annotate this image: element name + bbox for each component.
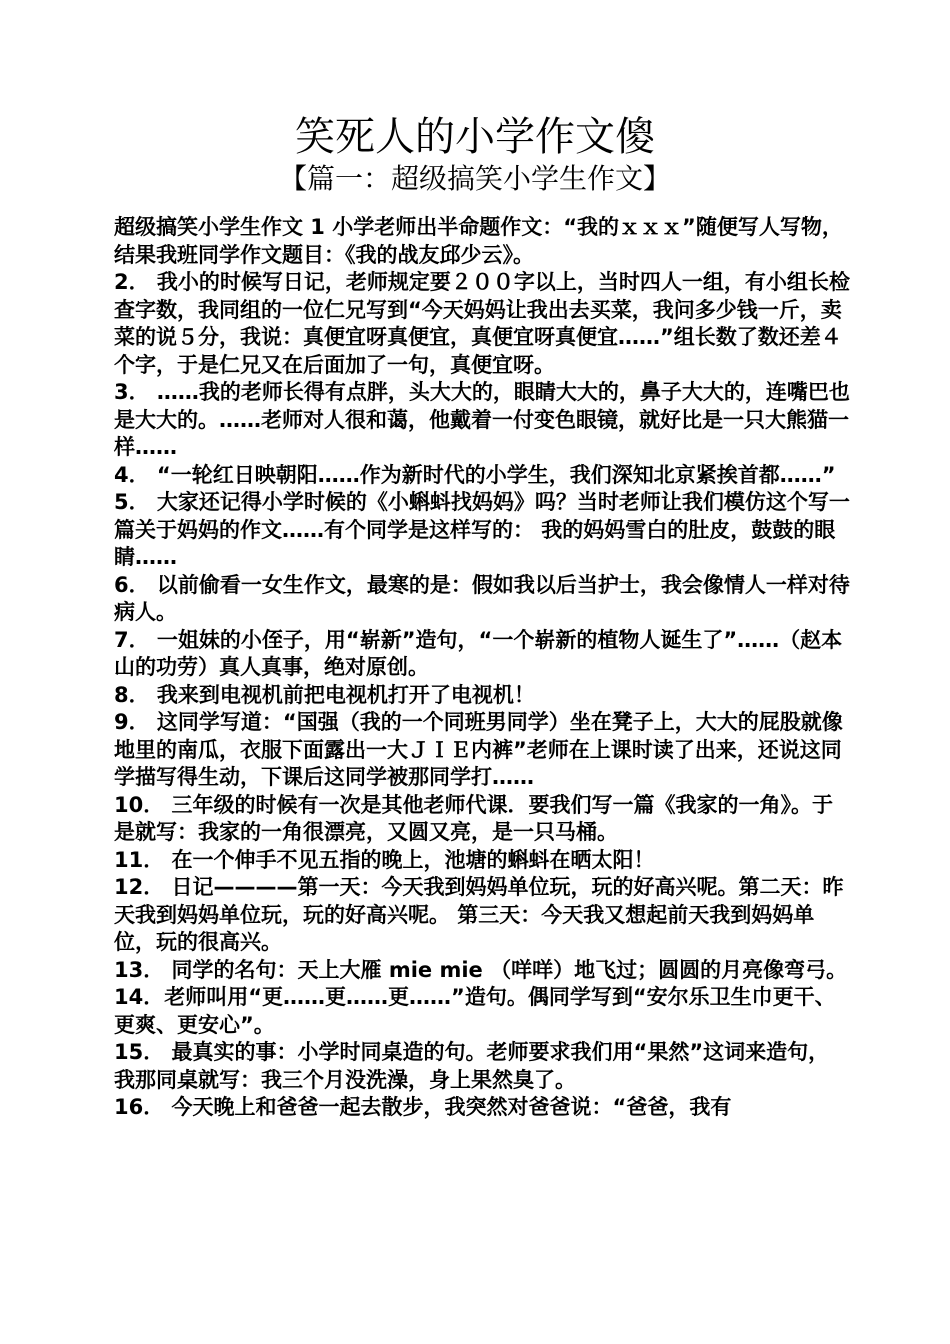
paragraph: 3． ……我的老师长得有点胖，头大大的，眼睛大大的，鼻子大大的，连嘴巴也是大大的。……老师对人很和蔼，他戴着一付变色眼镜，就好比是一只大熊猫一样…… — [114, 380, 850, 459]
document-title: 笑死人的小学作文傻 — [295, 114, 655, 160]
paragraph: 11． 在一个伸手不见五指的晚上，池塘的蝌蚪在晒太阳！ — [114, 847, 655, 872]
paragraph: 16． 今天晚上和爸爸一起去散步，我突然对爸爸说：“爸爸，我有 — [114, 1095, 732, 1119]
paragraph: 10． 三年级的时候有一次是其他老师代课．要我们写一篇《我家的一角》。于是就写：我家的一角很漂亮，又圆又亮，是一只马桶。 — [114, 792, 834, 844]
paragraph: 15． 最真实的事：小学时同桌造的句。老师要求我们用“果然”这词来造句，我那同桌就写：我三个月没洗澡，身上果然臭了。 — [114, 1040, 830, 1092]
paragraph: 5． 大家还记得小学时候的《小蝌蚪找妈妈》吗？当时老师让我们模仿这个写一篇关于妈妈的作文……有个同学是这样写的： 我的妈妈雪白的肚皮，鼓鼓的眼睛…… — [114, 490, 850, 569]
paragraph: 7． 一姐妹的小侄子，用“崭新”造句，“一个崭新的植物人诞生了”……（赵本山的功劳）真人真事，绝对原创。 — [114, 627, 843, 679]
paragraph: 6． 以前偷看一女生作文，最寒的是：假如我以后当护士，我会像情人一样对待病人。 — [114, 572, 850, 624]
paragraph: 14．老师叫用“更……更……更……”造句。偶同学写到“安尔乐卫生巾更干、更爽、更安心”。 — [114, 985, 836, 1037]
paragraph: 13． 同学的名句：天上大雁 mie mie （咩咩）地飞过；圆圆的月亮像弯弓。 — [114, 957, 848, 982]
paragraph: 4． “一轮红日映朝阳……作为新时代的小学生，我们深知北京紧挨首都……” — [114, 462, 836, 487]
paragraph: 9． 这同学写道：“国强（我的一个同班男同学）坐在凳子上，大大的屁股就像地里的南瓜，衣服下面露出一大ＪＩＥ内裤”老师在上课时读了出来，还说这同学描写得生动，下课后这同学被那同学打…… — [114, 710, 843, 789]
document-body — [114, 214, 850, 1122]
paragraph: 2． 我小的时候写日记，老师规定要２００字以上，当时四人一组，有小组长检查字数，我同组的一位仁兄写到“今天妈妈让我出去买菜，我问多少钱一斤，卖菜的说５分，我说：真便宜呀真便宜，真便宜呀真便宜……”组长数了数还差４个字，于是仁兄又在后面加了一句，真便宜呀。 — [114, 270, 850, 377]
paragraph: 超级搞笑小学生作文 1 小学老师出半命题作文：“我的ｘｘｘ”随便写人写物，结果我班同学作文题目：《我的战友邱少云》。 — [114, 215, 843, 267]
paragraph: 12． 日记————第一天：今天我到妈妈单位玩，玩的好高兴呢。第二天：昨天我到妈妈单位玩，玩的好高兴呢。 第三天：今天我又想起前天我到妈妈单位，玩的很高兴。 — [114, 875, 844, 954]
paragraph: 8． 我来到电视机前把电视机打开了电视机！ — [114, 682, 535, 707]
document-subtitle: 【篇一：超级搞笑小学生作文】 — [278, 162, 671, 195]
